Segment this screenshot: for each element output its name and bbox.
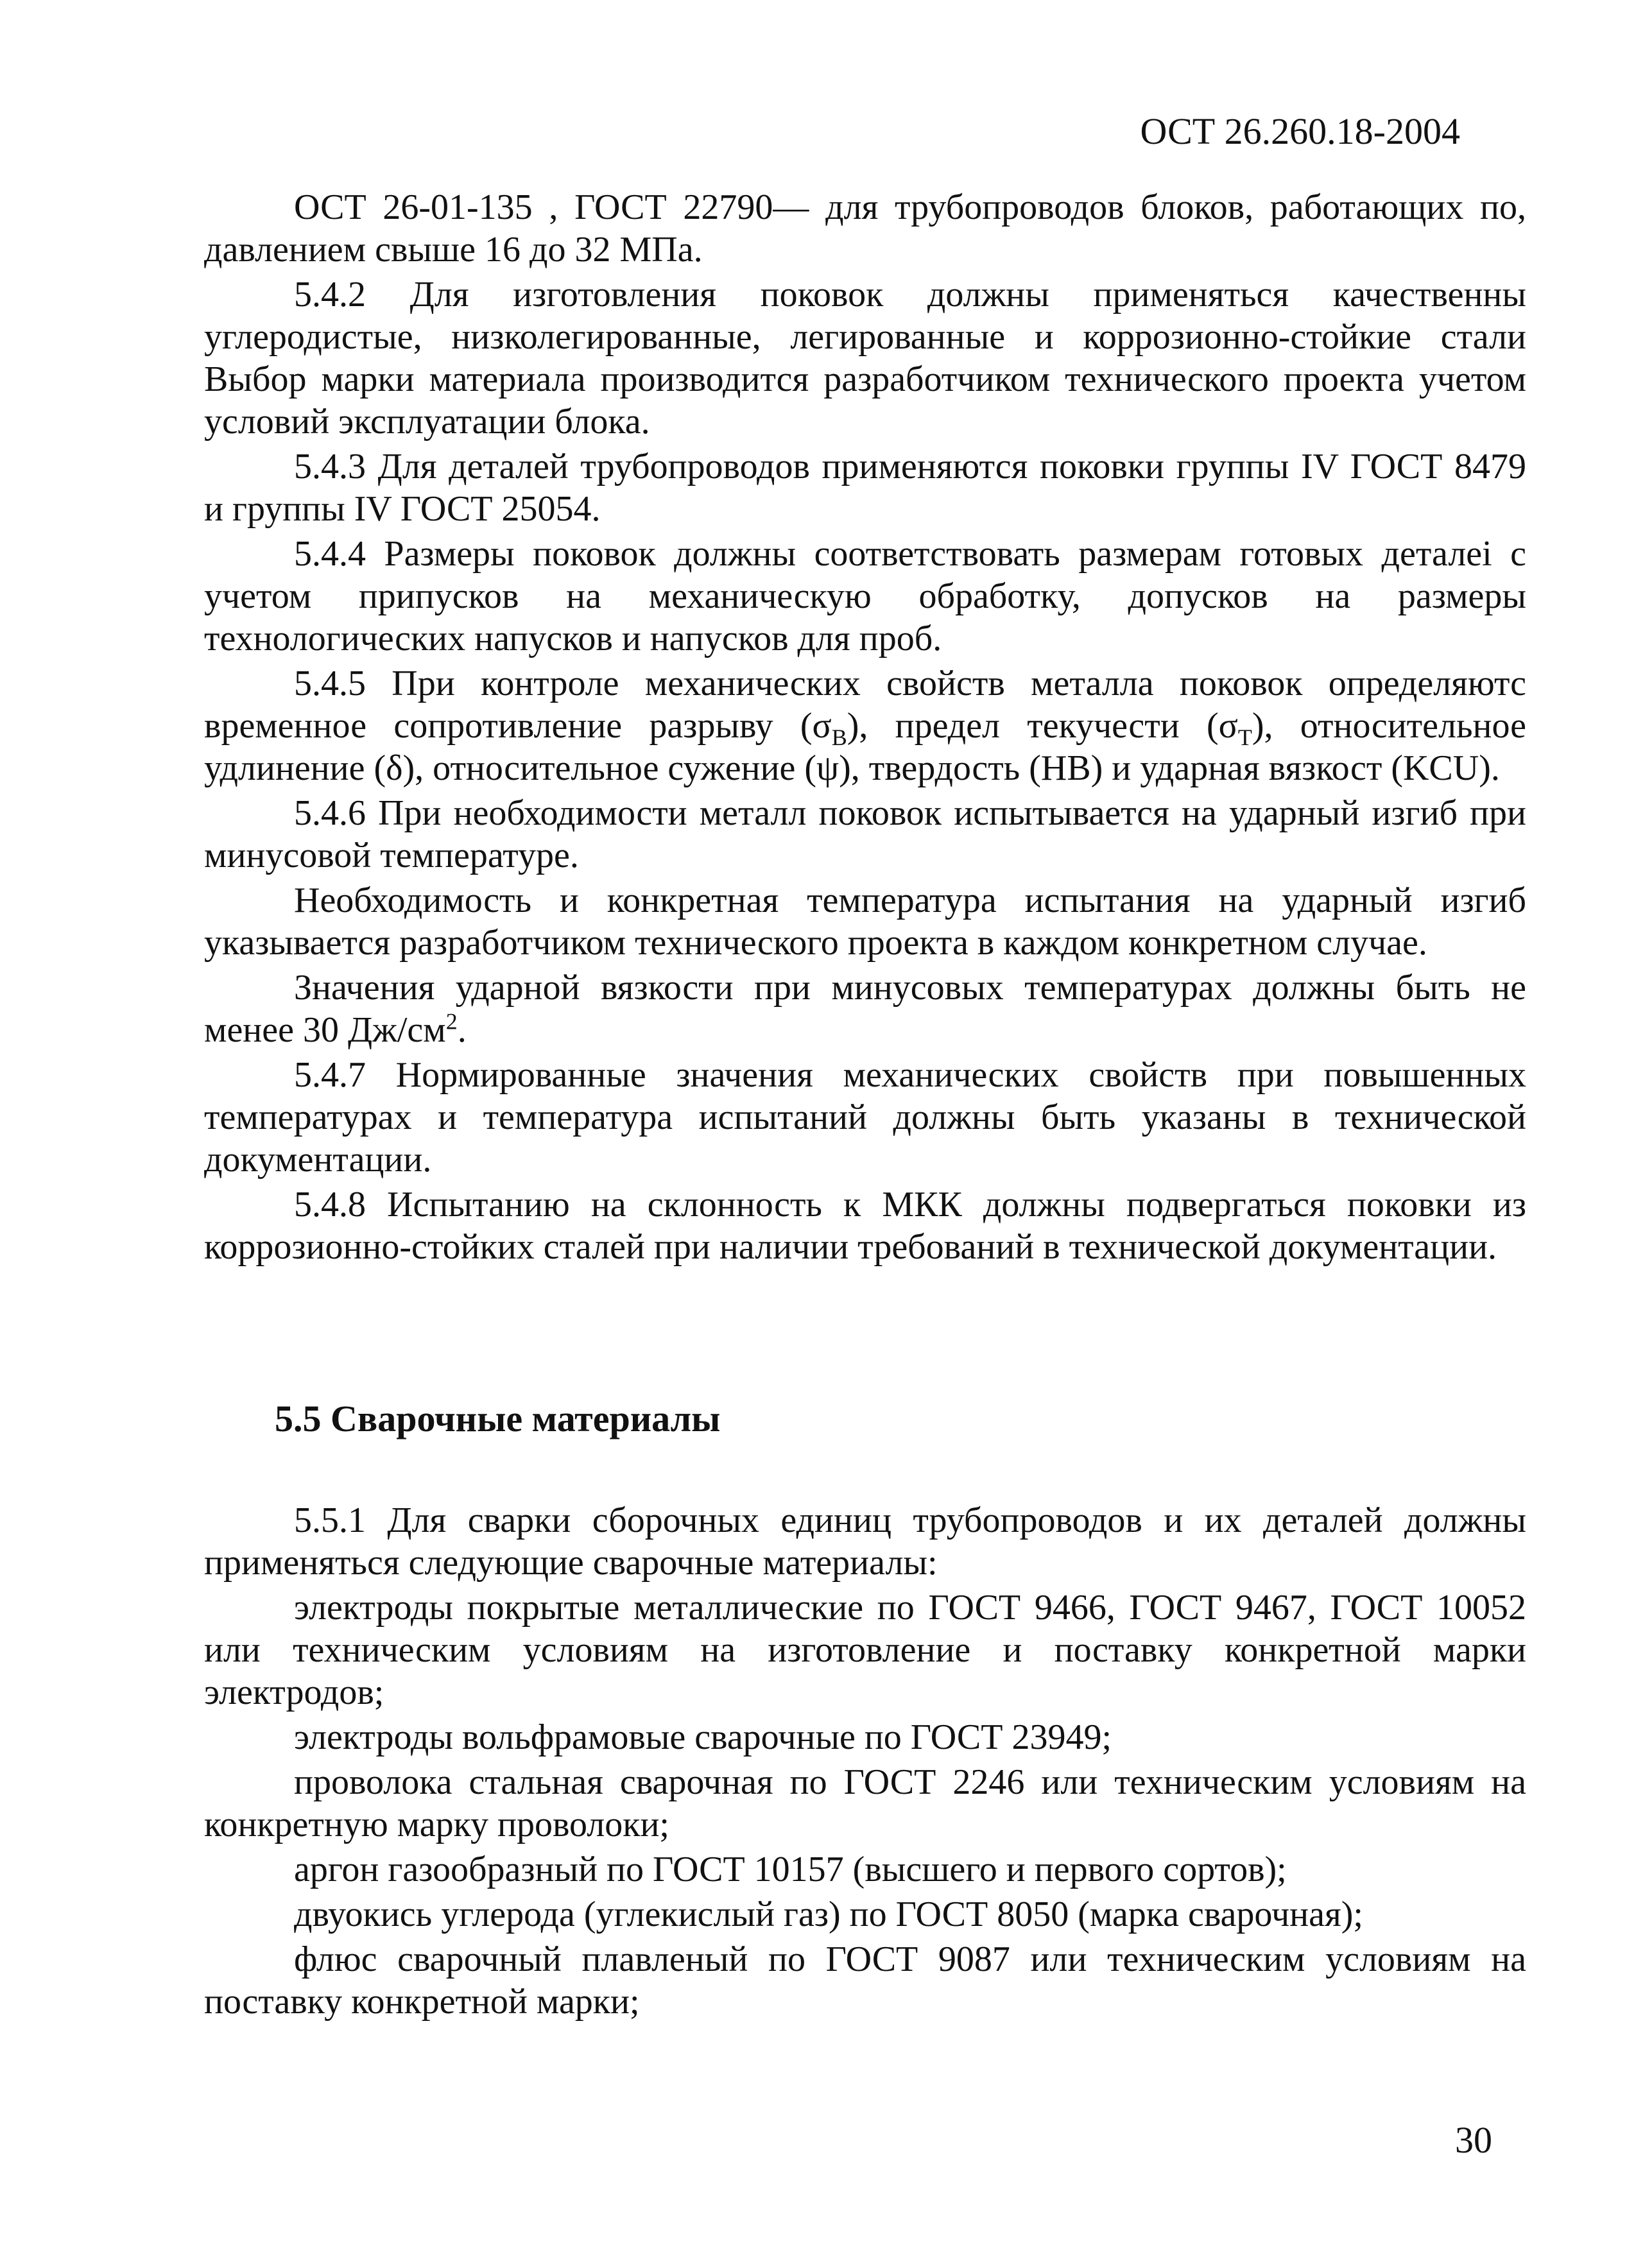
- paragraph: ОСТ 26-01-135 , ГОСТ 22790— для трубопроводов блоков, работающих по, давлением свыше 16 до 32 МПа.: [204, 187, 1526, 270]
- text-fragment: Значения ударной вязкости при минусовых температурах должны быть не менее 30 Дж/см: [204, 968, 1526, 1050]
- list-item: флюс сварочный плавленый по ГОСТ 9087 или техническим условиям на поставку конкретной марки;: [204, 1939, 1526, 2022]
- list-item: электроды покрытые металлические по ГОСТ 9466, ГОСТ 9467, ГОСТ 10052 или техническим условиям на изготовление и поставку конкретной марки электродов;: [204, 1588, 1526, 1712]
- paragraph: 5.4.3 Для деталей трубопроводов применяются поковки группы IV ГОСТ 8479 и группы IV ГОСТ 25054.: [204, 447, 1526, 529]
- subscript: Т: [1237, 725, 1252, 751]
- paragraph: 5.4.2 Для изготовления поковок должны применяться качественны углеродистые, низколегированные, легированные и коррозионно-стойкие стали Выбор марки материала производится разработчиком технического проекта учетом условий эксплуатации блока.: [204, 275, 1526, 442]
- document-body: [204, 186, 1526, 2025]
- paragraph: 5.4.6 При необходимости металл поковок испытывается на ударный изгиб при минусовой температуре.: [204, 793, 1526, 875]
- document-code: ОСТ 26.260.18-2004: [1140, 110, 1460, 152]
- superscript: 2: [445, 1008, 458, 1035]
- paragraph-mechanical-properties: [204, 662, 1526, 789]
- list-item: проволока стальная сварочная по ГОСТ 2246 или техническим условиям на конкретную марку проволоки;: [204, 1762, 1526, 1844]
- paragraph: 5.4.4 Размеры поковок должны соответствовать размерам готовых деталеі с учетом припусков на механическую обработку, допусков на размеры технологических напусков и напусков для проб.: [204, 534, 1526, 658]
- text-fragment: ), предел текучести (σ: [847, 706, 1238, 746]
- list-item: двуокись углерода (углекислый газ) по ГОСТ 8050 (марка сварочная);: [294, 1894, 1363, 1934]
- list-item: электроды вольфрамовые сварочные по ГОСТ 23949;: [294, 1717, 1112, 1757]
- paragraph: 5.4.8 Испытанию на склонность к МКК должны подвергаться поковки из коррозионно-стойких сталей при наличии требований в технической документации.: [204, 1185, 1526, 1267]
- paragraph: Необходимость и конкретная температура испытания на ударный изгиб указывается разработчиком технического проекта в каждом конкретном случае.: [204, 881, 1526, 963]
- text-fragment: 5.4.5 При контроле механических свойств металла поковок определяютс временное сопротивление разрыву (σ: [204, 664, 1526, 746]
- text-fragment: .: [457, 1010, 467, 1050]
- section-heading: 5.5 Сварочные материалы: [275, 1398, 721, 1439]
- subscript: В: [831, 725, 847, 751]
- paragraph: 5.5.1 Для сварки сборочных единиц трубопроводов и их деталей должны применяться следующие сварочные материалы:: [204, 1500, 1526, 1583]
- paragraph-impact-strength: [204, 966, 1526, 1051]
- text-fragment: ), относительное удлинение (δ), относительное сужение (ψ), твердость (НВ) и ударная вязкост (KCU).: [204, 706, 1527, 788]
- page-number: 30: [1455, 2119, 1492, 2161]
- list-item: аргон газообразный по ГОСТ 10157 (высшего и первого сортов);: [294, 1850, 1287, 1889]
- paragraph: 5.4.7 Нормированные значения механических свойств при повышенных температурах и температура испытаний должны быть указаны в технической документации.: [204, 1055, 1526, 1180]
